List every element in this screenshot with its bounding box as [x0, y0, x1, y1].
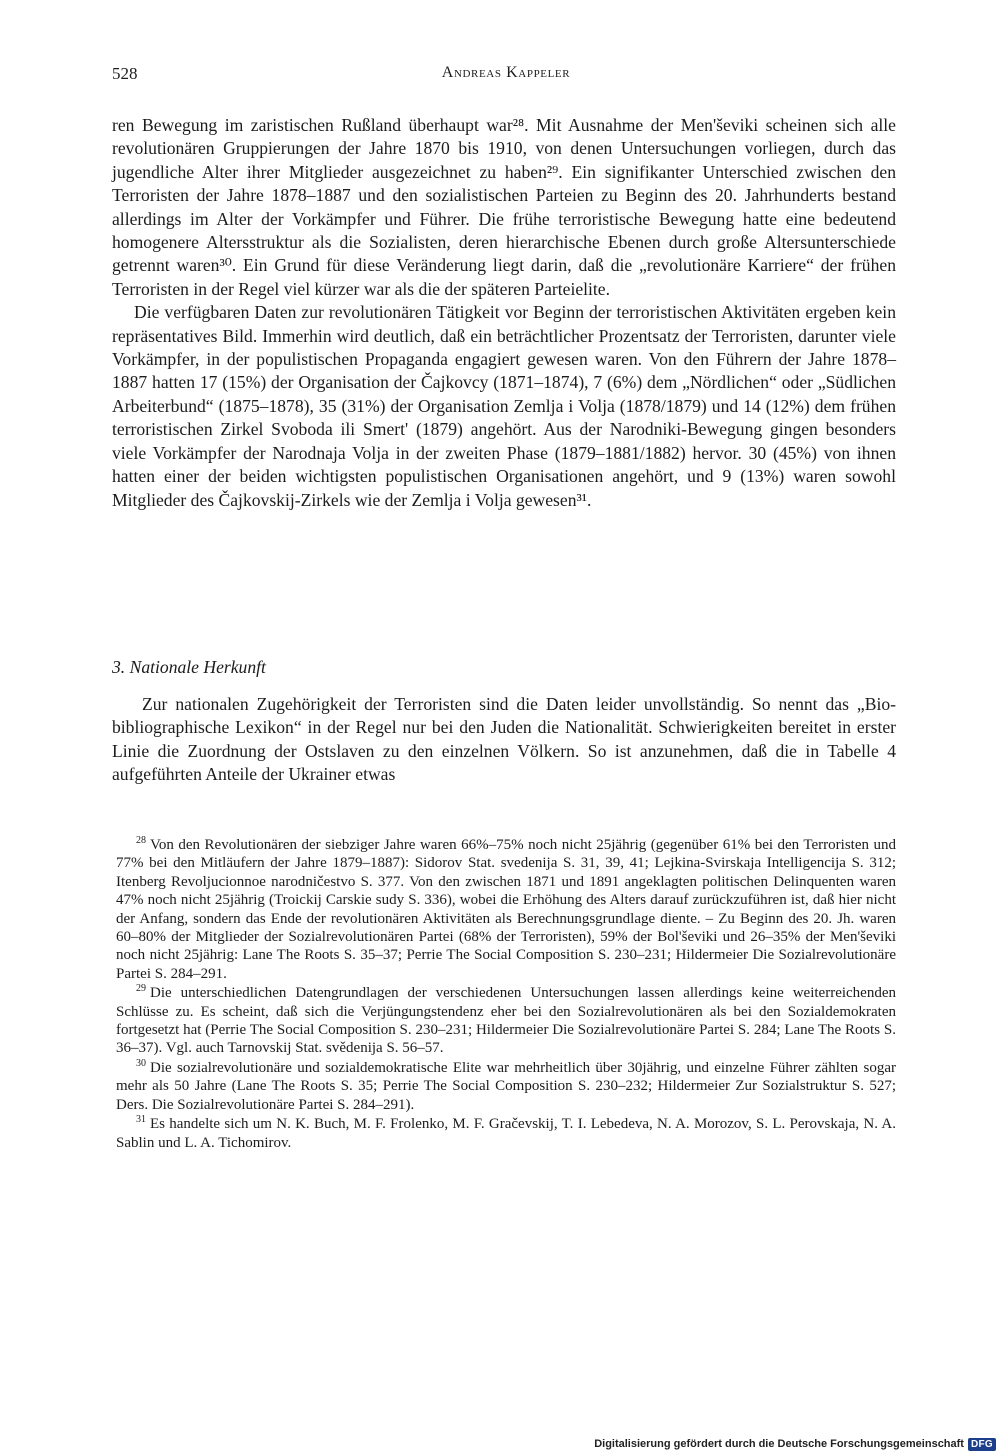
body-text — [112, 114, 896, 512]
footnote-text: Die sozialrevolutionäre und sozialdemokratische Elite war mehrheitlich über 30jährig, und einzelne Führer zählten sogar mehr als 50 Jahre (Lane The Roots S. 35; Perrie The Social Composition S. 230–232; Hildermeier Zur Sozialstruktur S. 527; Ders. Die Sozialrevolutionäre Partei S. 284–291). — [116, 1059, 896, 1113]
page-header — [112, 64, 900, 88]
footnote-mark: 29 — [136, 983, 146, 995]
paragraph: Zur nationalen Zugehörigkeit der Terroristen sind die Daten leider unvollständig. So nennt das „Bio-bibliographische Lexikon“ in der Regel nur bei den Juden die Nationalität. Schwierigkeiten bereitet in erster Linie die Zuordnung der Ostslaven zu den einzelnen Völkern. So ist anzunehmen, daß die in Tabelle 4 aufgeführten Anteile der Ukrainer etwas — [112, 694, 896, 785]
footnote — [116, 984, 896, 1058]
running-head: Andreas Kappeler — [441, 64, 571, 81]
digitization-credit — [594, 1436, 996, 1452]
footnote — [116, 1115, 896, 1152]
footnote-text: Von den Revolutionären der siebziger Jahre waren 66%–75% noch nicht 25jährig (gegenüber 61% bei den Terroristen und 77% bei den Mitläufern der Jahre 1879–1887): Sidorov Stat. svedenija S. 31, 39, 41; Lejkina-Svirskaja Intelligencija S. 312; Itenberg Revoljucionnoe narodničestvo S. 377. Von den zwischen 1871 und 1891 angeklagten politischen Delinquenten waren 47% noch nicht 25jährig (Troickij Carskie sudy S. 336), wobei die Erhöhung des Alters darauf zurückzuführen ist, daß hier nicht der Anfang, sondern das Ende der revolutionären Aktivitäten als Berechnungsgrundlage diente. – Zu Beginn des 20. Jh. waren 60–80% der Mitglieder der Sozialrevolutionären Partei (68% der Terroristen), 59% der Bol'ševiki und 26–35% der Men'ševiki noch nicht 25jährig: Lane The Roots S. 35–37; Perrie The Social Composition S. 230–231; Hildermeier Die Sozialrevolutionäre Partei S. 284–291. — [116, 837, 896, 982]
footnote-text: Es handelte sich um N. K. Buch, M. F. Frolenko, M. F. Gračevskij, T. I. Lebedeva, N. A. Morozov, S. L. Perovskaja, N. A. Sablin und L. A. Tichomirov. — [116, 1116, 896, 1151]
footnote-mark: 30 — [136, 1057, 146, 1069]
dfg-logo: DFG — [968, 1438, 996, 1451]
footnote — [116, 1059, 896, 1114]
page-number: 528 — [112, 64, 138, 83]
body-text-section-3 — [112, 693, 896, 787]
footnote — [116, 836, 896, 983]
paragraph: Die verfügbaren Daten zur revolutionären Tätigkeit vor Beginn der terroristischen Aktivitäten ergeben kein repräsentatives Bild. Immerhin wird deutlich, daß ein beträchtlicher Prozentsatz der Terroristen, darunter viele Vorkämpfer, in der populistischen Propaganda engagiert gewesen waren. Von den Führern der Jahre 1878–1887 hatten 17 (15%) der Organisation der Čajkovcy (1871–1874), 7 (6%) dem „Nördlichen“ oder „Südlichen Arbeiterbund“ (1875–1878), 35 (31%) der Organisation Zemlja i Volja (1878/1879) und 14 (12%) dem frühen terroristischen Zirkel Svoboda ili Smert' (1879) angehört. Aus der Narodniki-Bewegung gingen besonders viele Vorkämpfer der Narodnaja Volja in der zweiten Phase (1879–1881/1882) hervor. 30 (45%) von ihnen hatten einer der beiden wichtigsten populistischen Organisationen angehört, und 9 (13%) waren sowohl Mitglieder des Čajkovskij-Zirkels wie der Zemlja i Volja gewesen³¹. — [112, 302, 896, 510]
footnote-mark: 31 — [136, 1114, 146, 1126]
footnotes — [116, 836, 896, 1153]
credit-text: Digitalisierung gefördert durch die Deutsche Forschungsgemeinschaft — [594, 1438, 964, 1450]
section-heading: 3. Nationale Herkunft — [112, 657, 266, 677]
footnote-text: Die unterschiedlichen Datengrundlagen der verschiedenen Untersuchungen lassen allerdings keine weiterreichenden Schlüsse zu. Es scheint, daß sich die Verjüngungstendenz eher bei den Sozialrevolutionären als bei den Sozialdemokraten fortgesetzt hat (Perrie The Social Composition S. 230–231; Hildermeier Die Sozialrevolutionäre Partei S. 284; Lane The Roots S. 36–37). Vgl. auch Tarnovskij Stat. svědenija S. 56–57. — [116, 985, 896, 1057]
footnote-mark: 28 — [136, 835, 146, 846]
paragraph: ren Bewegung im zaristischen Rußland überhaupt war²⁸. Mit Ausnahme der Men'ševiki scheinen sich alle revolutionären Gruppierungen der Jahre 1870 bis 1910, von denen Untersuchungen vorliegen, durch das jugendliche Alter ihrer Mitglieder ausgezeichnet zu haben²⁹. Ein signifikanter Unterschied zwischen den Terroristen der Jahre 1878–1887 und den sozialistischen Parteien zu Beginn des 20. Jahrhunderts bestand allerdings im Alter der Vorkämpfer und Führer. Die frühe terroristische Bewegung hatte eine bedeutend homogenere Altersstruktur als die Sozialisten, deren hierarchische Ebenen durch große Altersunterschiede getrennt waren³⁰. Ein Grund für diese Veränderung liegt darin, daß die „revolutionäre Karriere“ der frühen Terroristen in der Regel viel kürzer war als die der späteren Parteielite. — [112, 115, 896, 299]
